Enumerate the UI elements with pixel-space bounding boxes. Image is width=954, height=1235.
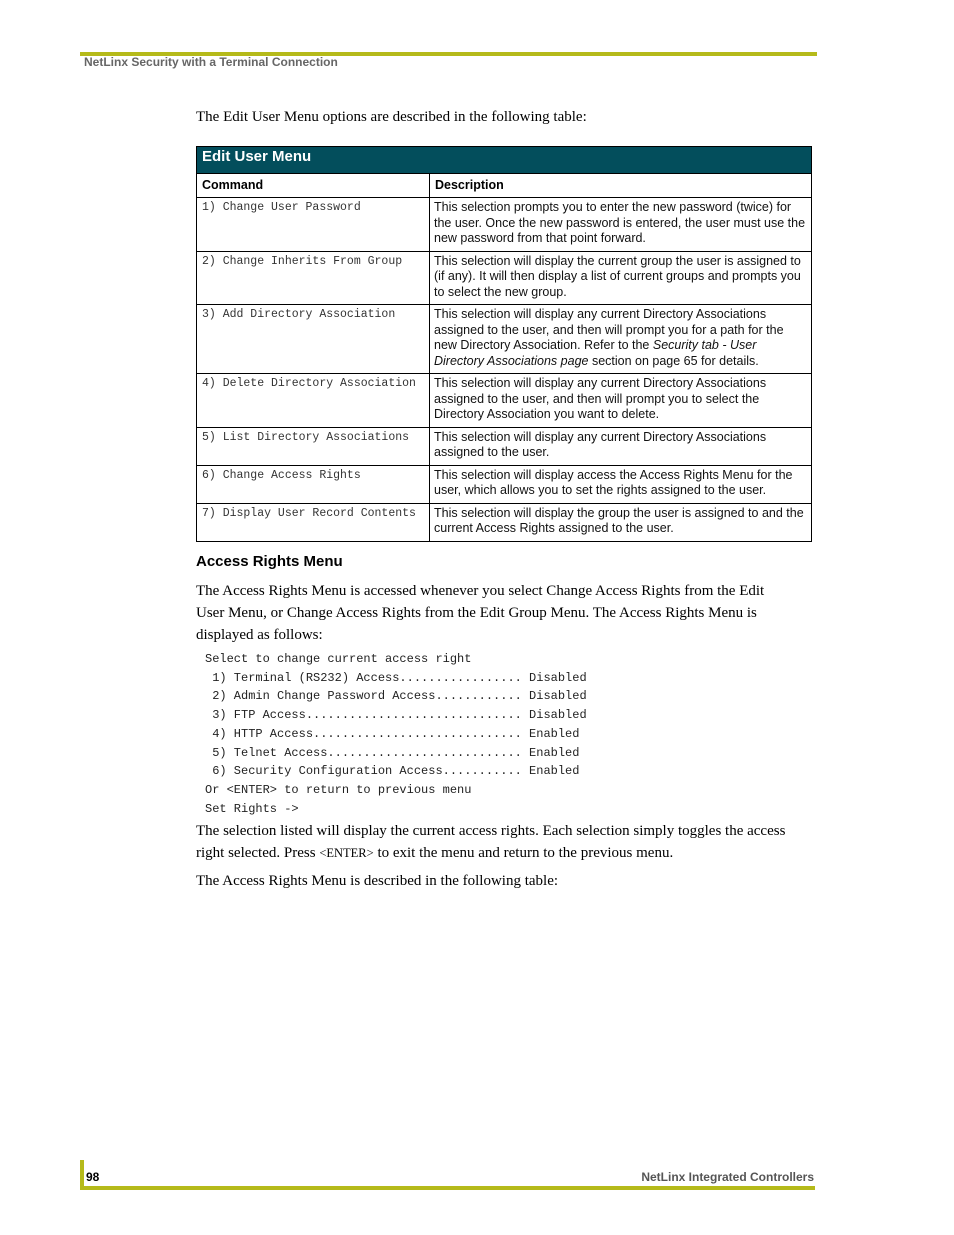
table-row bbox=[197, 374, 812, 428]
description-cell: This selection will display access the Access Rights Menu for the user, which allows you to set the rights assigned to the user. bbox=[430, 465, 812, 503]
command-cell: 2) Change Inherits From Group bbox=[197, 251, 430, 305]
table-row bbox=[197, 198, 812, 252]
table-row bbox=[197, 503, 812, 541]
command-cell: 6) Change Access Rights bbox=[197, 465, 430, 503]
command-cell: 7) Display User Record Contents bbox=[197, 503, 430, 541]
description-cell bbox=[430, 305, 812, 374]
command-cell: 1) Change User Password bbox=[197, 198, 430, 252]
running-header: NetLinx Security with a Terminal Connection bbox=[84, 55, 338, 69]
table-row bbox=[197, 465, 812, 503]
code-line: Set Rights -> bbox=[205, 801, 299, 816]
footer-rule bbox=[80, 1186, 815, 1190]
command-cell: 3) Add Directory Association bbox=[197, 305, 430, 374]
enter-key-label: <ENTER> bbox=[319, 846, 374, 860]
description-cell: This selection will display the current group the user is assigned to (if any). It will then display a list of current groups and prompts you to select the new group. bbox=[430, 251, 812, 305]
access-rights-code-block bbox=[205, 650, 587, 818]
paragraph-text: to exit the menu and return to the previous menu. bbox=[373, 845, 674, 861]
description-text: section on page 65 for details. bbox=[588, 353, 759, 368]
code-line: 4) HTTP Access............................. Enabled bbox=[205, 726, 580, 741]
description-cell: This selection will display any current Directory Associations assigned to the user, and then will prompt you to select the Directory Association you want to delete. bbox=[430, 374, 812, 428]
closing-paragraph: The Access Rights Menu is described in the following table: bbox=[196, 873, 559, 889]
table-row bbox=[197, 251, 812, 305]
code-line: 5) Telnet Access........................... Enabled bbox=[205, 745, 580, 760]
column-header-command: Command bbox=[197, 174, 430, 198]
code-line: Or <ENTER> to return to previous menu bbox=[205, 782, 472, 797]
selection-paragraph bbox=[196, 820, 796, 864]
intro-paragraph: The Edit User Menu options are described in the following table: bbox=[196, 109, 587, 125]
column-header-description: Description bbox=[430, 174, 812, 198]
table-title: Edit User Menu bbox=[197, 147, 812, 174]
code-line: Select to change current access right bbox=[205, 652, 472, 666]
cross-reference-link[interactable]: Security tab - User Directory Associations page bbox=[434, 338, 757, 368]
code-line: 1) Terminal (RS232) Access................. Disabled bbox=[205, 670, 587, 685]
description-cell: This selection will display the group the user is assigned to and the current Access Rights assigned to the user. bbox=[430, 503, 812, 541]
command-cell: 4) Delete Directory Association bbox=[197, 374, 430, 428]
description-cell: This selection will display any current Directory Associations assigned to the user. bbox=[430, 427, 812, 465]
page-number: 98 bbox=[86, 1170, 100, 1184]
description-cell: This selection prompts you to enter the new password (twice) for the user. Once the new password is entered, the user must use the new password from that point forward. bbox=[430, 198, 812, 252]
code-line: 2) Admin Change Password Access............ Disabled bbox=[205, 689, 587, 704]
paragraph-text: The selection listed will display the current access rights. Each selection simply toggles the access right selected. Press bbox=[196, 823, 786, 861]
table-row bbox=[197, 427, 812, 465]
command-cell: 5) List Directory Associations bbox=[197, 427, 430, 465]
access-rights-paragraph: The Access Rights Menu is accessed whenever you select Change Access Rights from the Edit User Menu, or Change Access Rights from the Edit Group Menu. The Access Rights Menu is displayed as follows: bbox=[196, 583, 765, 643]
code-line: 3) FTP Access.............................. Disabled bbox=[205, 708, 587, 723]
code-line: 6) Security Configuration Access........... Enabled bbox=[205, 764, 580, 779]
table-row bbox=[197, 305, 812, 374]
edit-user-menu-table bbox=[196, 146, 812, 542]
description-text: This selection will display any current Directory Associations assigned to the user, and then will prompt you for a path for the new Directory Association. Refer to the bbox=[434, 307, 784, 352]
footer-title: NetLinx Integrated Controllers bbox=[641, 1170, 814, 1184]
section-heading-access-rights: Access Rights Menu bbox=[196, 553, 343, 570]
